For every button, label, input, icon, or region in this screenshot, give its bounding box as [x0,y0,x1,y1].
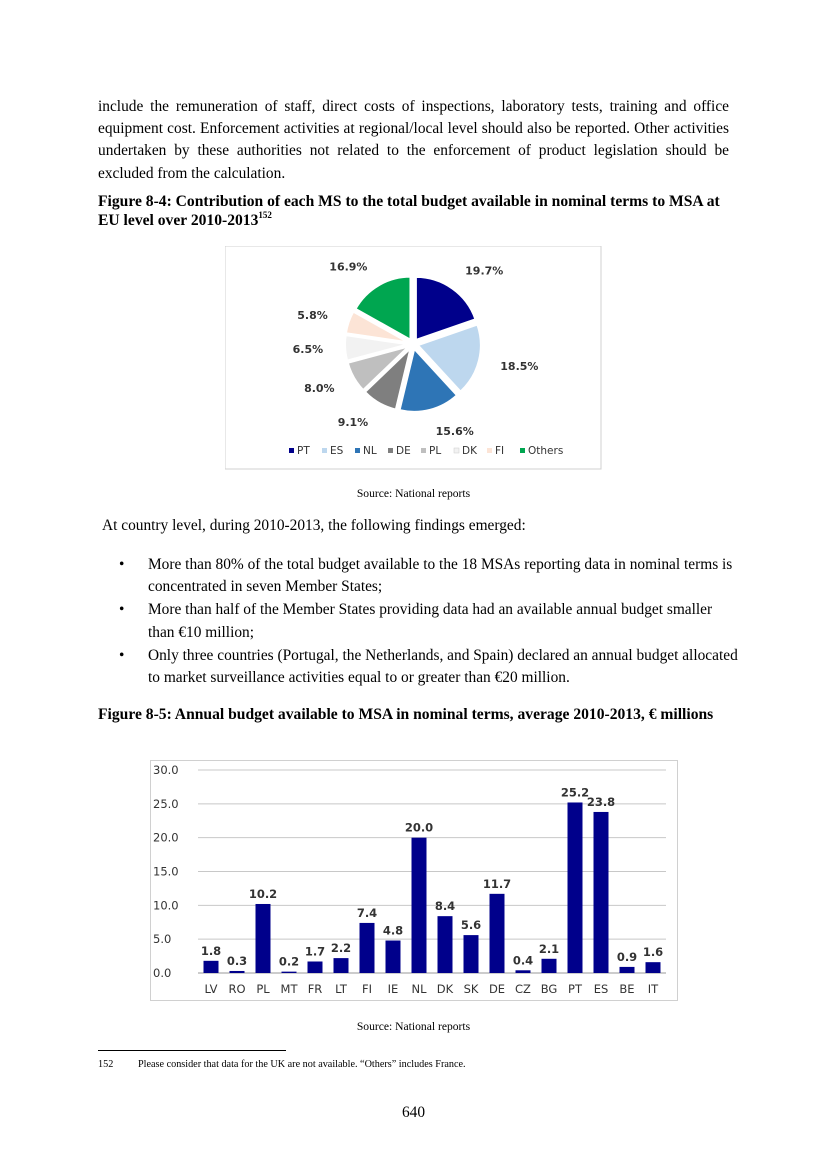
pie-data-label: 16.9% [329,260,368,274]
legend-label-nl: NL [363,445,377,457]
bar-chart [150,760,680,1005]
bar-it [646,962,661,973]
x-tick-label: IT [647,982,659,996]
bar-de [490,894,505,973]
footnote-ref: 152 [258,210,272,220]
bar-data-label: 2.2 [330,941,352,956]
figure-8-4-title [98,192,729,230]
pie-chart [225,246,605,471]
legend-swatch-es [322,448,327,453]
bar-mt [282,972,297,973]
x-tick-label: SK [463,982,479,996]
x-tick-label: LT [335,982,347,996]
x-tick-label: MT [280,982,298,996]
x-tick-label: FI [361,982,373,996]
bar-data-label: 0.9 [616,949,638,964]
bullet-icon: • [119,646,125,664]
x-tick-label: RO [228,982,246,996]
x-tick-label: NL [411,982,427,996]
bar-data-label: 1.8 [200,943,222,958]
x-tick-label: IE [387,982,399,996]
bullet-icon: • [119,601,125,619]
x-tick-label: DE [488,982,506,996]
list-item [98,554,738,598]
bar-pl [256,904,271,973]
y-tick-label: 20.0 [153,830,179,845]
legend-label-es: ES [330,445,344,457]
legend-swatch-de [388,448,393,453]
footnote [98,1059,466,1070]
bar-data-label: 2.1 [538,941,560,956]
bar-nl [412,838,427,973]
y-tick-label: 10.0 [153,898,179,913]
legend-swatch-pt [289,448,294,453]
footnote-text: Please consider that data for the UK are not available. “Others” includes France. [138,1059,466,1070]
bar-es [594,812,609,973]
bar-data-label: 4.8 [382,923,404,938]
bar-data-label: 5.6 [460,918,482,933]
x-tick-label: PL [256,982,270,996]
findings-list [98,554,738,690]
legend-swatch-fi [487,448,492,453]
figure-8-5-source: Source: National reports [356,1020,471,1033]
legend-swatch-dk [454,448,459,453]
bar-data-label: 8.4 [434,899,456,914]
bar-fr [308,961,323,973]
legend-label-pl: PL [429,445,442,457]
legend-label-dk: DK [462,445,477,457]
bar-sk [464,935,479,973]
bar-lv [204,961,219,973]
bar-bg [542,959,557,973]
bullet-icon: • [119,556,125,573]
bar-data-label: 11.7 [482,876,512,891]
list-item [98,645,738,689]
bar-cz [516,970,531,973]
pie-data-label: 8.0% [304,382,335,396]
bar-ie [386,941,401,973]
legend-swatch-nl [355,448,360,453]
y-tick-label: 5.0 [153,932,172,947]
legend-swatch-others [520,448,525,453]
figure-8-4-title-text: Figure 8-4: Contribution of each MS to the total budget available in nominal terms to MSA at EU level over 2010-2013 [98,193,720,229]
legend-label-others: Others [528,445,564,457]
bar-be [620,967,635,973]
bar-data-label: 25.2 [560,785,590,800]
legend-label-fi: FI [495,445,505,457]
x-tick-label: CZ [515,982,531,996]
figure-8-4-source: Source: National reports [356,487,471,500]
bar-data-label: 23.8 [586,794,616,809]
pie-data-label: 19.7% [465,264,504,278]
bar-data-label: 1.6 [642,945,664,960]
bar-data-label: 0.3 [226,953,248,968]
bar-data-label: 7.4 [356,905,378,920]
legend-label-de: DE [396,445,411,457]
list-item-text: More than 80% of the total budget available to the 18 MSAs reporting data in nominal terms is concentrated in seven Member States; [148,556,733,596]
page-number: 640 [401,1104,426,1121]
x-tick-label: ES [593,982,609,996]
bar-pt [568,802,583,973]
pie-data-label: 5.8% [297,309,328,323]
y-tick-label: 30.0 [153,763,179,777]
list-item [98,599,738,643]
y-tick-label: 0.0 [153,966,172,980]
x-tick-label: BG [540,982,558,996]
footnote-divider [98,1050,286,1051]
pie-data-label: 18.5% [500,359,539,373]
figure-8-5-title: Figure 8-5: Annual budget available to MSA in nominal terms, average 2010-2013, € millions [98,706,714,723]
legend-swatch-pl [421,448,426,453]
pie-data-label: 6.5% [292,343,324,357]
bar-lt [334,958,349,973]
list-item-text: More than half of the Member States providing data had an available annual budget smaller than €10 million; [148,601,713,641]
bar-data-label: 0.2 [278,954,300,969]
y-tick-label: 25.0 [153,796,179,811]
bar-data-label: 10.2 [248,886,278,901]
x-tick-label: PT [568,982,582,996]
bar-data-label: 0.4 [512,953,534,968]
bar-data-label: 20.0 [404,820,434,835]
findings-intro: At country level, during 2010-2013, the following findings emerged: [102,517,526,534]
pie-data-label: 9.1% [337,416,369,430]
legend-label-pt: PT [297,445,310,457]
x-tick-label: BE [619,982,635,996]
pie-data-label: 15.6% [435,425,474,439]
bar-fi [360,923,375,973]
bar-ro [230,971,245,973]
bar-data-label: 1.7 [304,944,326,959]
footnote-number: 152 [98,1059,114,1070]
y-tick-label: 15.0 [153,864,179,879]
list-item-text: Only three countries (Portugal, the Netherlands, and Spain) declared an annual budget allocated to market surveillance activities equal to or greater than €20 million. [148,646,738,687]
x-tick-label: DK [436,982,454,996]
x-tick-label: FR [307,982,323,996]
bar-dk [438,916,453,973]
intro-paragraph: include the remuneration of staff, direct costs of inspections, laboratory tests, training and office equipment cost. Enforcement activities at regional/local level should also be reported. Other activities undertaken by these authorities not related to the enforcement of product legislation should be excluded from the calculation. [98,98,729,182]
x-tick-label: LV [204,982,218,996]
